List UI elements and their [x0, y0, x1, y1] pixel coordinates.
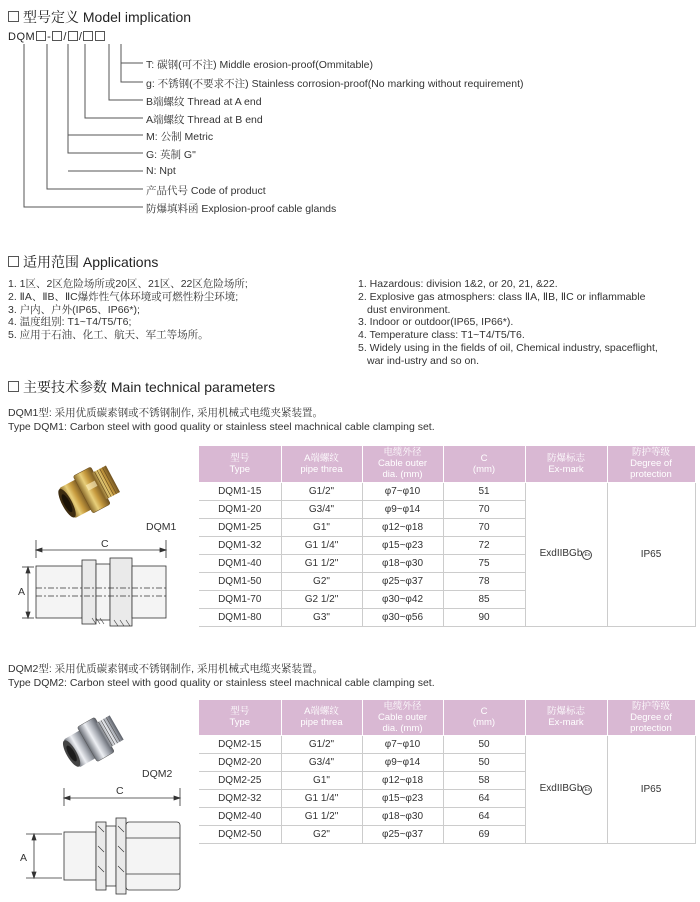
- header-line: Degree of: [630, 458, 672, 470]
- square-bullet-icon: [8, 381, 19, 392]
- table-cell: DQM2-50: [199, 825, 281, 843]
- ex-mark-cell: ExdIIBGb Ex: [525, 735, 607, 843]
- table-cell: G1 1/4": [281, 536, 362, 554]
- table-cell: G1 1/4": [281, 789, 362, 807]
- header-line: 防护等级: [631, 700, 670, 712]
- header-line: Degree of: [630, 711, 672, 723]
- header-line: Type: [229, 463, 251, 475]
- header-line: protection: [630, 722, 672, 734]
- applications-en-item: 4. Temperature class: T1~T4/T5/T6.: [358, 329, 525, 342]
- table-cell: 50: [443, 753, 525, 771]
- table-cell: φ25~φ37: [362, 572, 443, 590]
- table-cell: G2 1/2": [281, 590, 362, 608]
- table-cell: 50: [443, 735, 525, 753]
- table-cell: DQM1-50: [199, 572, 281, 590]
- header-line: C: [480, 706, 488, 718]
- table-cell: DQM2-40: [199, 807, 281, 825]
- legend-product-code: 产品代号 Code of product: [146, 185, 266, 197]
- dqm2-desc-cn: DQM2型: 采用优质碳素钢或不锈钢制作, 采用机械式电缆夹紧装置。: [8, 663, 324, 675]
- table-cell: 70: [443, 500, 525, 518]
- square-bullet-icon: [8, 256, 19, 267]
- table-cell: G3": [281, 608, 362, 626]
- table-cell: φ15~φ23: [362, 789, 443, 807]
- applications-cn-item: 5. 应用于石油、化工、航天、军工等场所。: [8, 329, 209, 342]
- dqm1-dimension-drawing: [20, 538, 192, 634]
- table-cell: 85: [443, 590, 525, 608]
- table-cell: G1/2": [281, 482, 362, 500]
- dqm2-label: DQM2: [142, 768, 173, 780]
- dqm1-label: DQM1: [146, 521, 177, 533]
- table-cell: φ18~φ30: [362, 807, 443, 825]
- table-cell: 90: [443, 608, 525, 626]
- dqm1-spec-table: [199, 446, 696, 627]
- ex-symbol-icon: Ex: [582, 550, 592, 560]
- table-cell: DQM1-15: [199, 482, 281, 500]
- applications-en-list: [358, 278, 658, 368]
- legend-carbon-steel: T: 碳钢(可不注) Middle erosion-proof(Ommitable): [146, 59, 373, 71]
- dqm1-product-photo: [44, 446, 136, 536]
- table-cell: G2": [281, 572, 362, 590]
- protection-cell: IP65: [607, 482, 695, 626]
- ex-mark-cell: ExdIIBGb Ex: [525, 482, 607, 626]
- applications-cn-item: 1. 1区、2区危险场所或20区、21区、22区危险场所;: [8, 278, 248, 290]
- table-cell: φ15~φ23: [362, 536, 443, 554]
- table-cell: G1 1/2": [281, 554, 362, 572]
- table-cell: φ18~φ30: [362, 554, 443, 572]
- applications-cn-item: 2. ⅡA、ⅡB、ⅡC爆炸性气体环境或可燃性粉尘环境;: [8, 290, 239, 303]
- header-line: 型号: [230, 706, 250, 718]
- table-cell: φ30~φ42: [362, 590, 443, 608]
- table-cell: 58: [443, 771, 525, 789]
- table-cell: 72: [443, 536, 525, 554]
- table-cell: G1 1/2": [281, 807, 362, 825]
- legend-cable-glands: 防爆填料函 Explosion-proof cable glands: [146, 203, 337, 215]
- table-cell: 51: [443, 482, 525, 500]
- table-cell: φ12~φ18: [362, 771, 443, 789]
- table-cell: φ9~φ14: [362, 753, 443, 771]
- dqm1-desc-en: Type DQM1: Carbon steel with good quality or stainless steel machnical cable clamping set.: [8, 421, 435, 433]
- header-c: [443, 700, 525, 735]
- dqm1-dim-c: C: [101, 538, 109, 550]
- protection-cell: IP65: [607, 735, 695, 843]
- header-line: Ex-mark: [548, 463, 584, 475]
- table-cell: G1": [281, 771, 362, 789]
- table-cell: G3/4": [281, 500, 362, 518]
- header-line: dia. (mm): [382, 722, 423, 734]
- dqm1-dim-a: A: [18, 586, 26, 598]
- technical-section-title: 主要技术参数 Main technical parameters: [8, 377, 275, 397]
- table-cell: DQM1-40: [199, 554, 281, 572]
- header-line: Cable outer: [377, 711, 428, 723]
- table-row: [199, 482, 695, 500]
- header-line: 型号: [230, 452, 250, 464]
- dqm2-dim-a: A: [20, 852, 28, 864]
- header-line: pipe threa: [300, 463, 343, 475]
- table-cell: DQM1-32: [199, 536, 281, 554]
- table-cell: 75: [443, 554, 525, 572]
- table-cell: φ7~φ10: [362, 482, 443, 500]
- header-ex-mark: [525, 700, 607, 735]
- legend-thread-a: A端螺纹 Thread at B end: [146, 114, 263, 126]
- table-row: [199, 735, 695, 753]
- table-cell: G3/4": [281, 753, 362, 771]
- legend-thread-b: B端螺纹 Thread at A end: [146, 96, 262, 108]
- header-line: A端螺纹: [304, 452, 339, 464]
- header-cable-dia: [362, 446, 443, 482]
- header-line: Ex-mark: [548, 717, 584, 729]
- legend-npt: N: Npt: [146, 165, 176, 177]
- applications-cn-list: [8, 278, 248, 342]
- table-cell: φ7~φ10: [362, 735, 443, 753]
- header-line: C: [480, 452, 488, 464]
- applications-en-item: 2. Explosive gas atmosphers: class ⅡA, ⅡB, ⅡC or inflammable: [358, 290, 646, 303]
- model-code: DQM - / /: [8, 31, 106, 43]
- header-ex-mark: [525, 446, 607, 482]
- header-c: [443, 446, 525, 482]
- table-cell: DQM2-20: [199, 753, 281, 771]
- table-cell: DQM1-20: [199, 500, 281, 518]
- applications-en-item: 1. Hazardous: division 1&2, or 20, 21, &22.: [358, 278, 558, 290]
- table-cell: G1": [281, 518, 362, 536]
- table-cell: 69: [443, 825, 525, 843]
- dqm2-product-photo: [50, 700, 140, 780]
- header-line: A端螺纹: [304, 706, 339, 718]
- dqm2-desc-en: Type DQM2: Carbon steel with good quality or stainless steel machnical cable clamping set.: [8, 677, 435, 689]
- header-line: (mm): [472, 463, 496, 475]
- table-cell: DQM1-25: [199, 518, 281, 536]
- applications-en-item: war ind-ustry and so on.: [367, 354, 480, 367]
- header-pipe-thread: [281, 700, 362, 735]
- dqm2-dim-c: C: [116, 785, 124, 797]
- header-line: 防爆标志: [546, 706, 585, 718]
- header-line: Type: [229, 717, 251, 729]
- applications-cn-item: 4. 温度组别: T1~T4/T5/T6;: [8, 316, 132, 329]
- applications-en-item: dust environment.: [367, 303, 451, 316]
- applications-section-title: 适用范围 Applications: [8, 252, 158, 272]
- applications-en-item: 5. Widely using in the fields of oil, Chemical industry, spaceflight,: [358, 341, 658, 354]
- header-line: 电缆外径: [383, 447, 422, 459]
- table-cell: DQM1-80: [199, 608, 281, 626]
- applications-en-item: 3. Indoor or outdoor(IP65, IP66*).: [358, 316, 514, 329]
- header-line: Cable outer: [377, 458, 428, 470]
- ex-symbol-icon: Ex: [582, 785, 592, 795]
- table-cell: φ9~φ14: [362, 500, 443, 518]
- legend-g: G: 英制 G": [146, 149, 196, 161]
- dqm1-desc-cn: DQM1型: 采用优质碳素钢或不锈钢制作, 采用机械式电缆夹紧装置。: [8, 407, 324, 419]
- header-line: pipe threa: [300, 717, 343, 729]
- table-cell: 78: [443, 572, 525, 590]
- header-protection: [607, 446, 695, 482]
- header-type: [199, 700, 281, 735]
- table-cell: DQM2-25: [199, 771, 281, 789]
- dqm2-dimension-drawing: [24, 786, 194, 898]
- header-line: dia. (mm): [382, 469, 423, 481]
- header-line: 防护等级: [631, 447, 670, 459]
- table-cell: G1/2": [281, 735, 362, 753]
- header-line: 电缆外径: [383, 700, 422, 712]
- table-cell: 64: [443, 807, 525, 825]
- table-cell: φ12~φ18: [362, 518, 443, 536]
- table-cell: φ30~φ56: [362, 608, 443, 626]
- table-cell: DQM1-70: [199, 590, 281, 608]
- header-type: [199, 446, 281, 482]
- header-pipe-thread: [281, 446, 362, 482]
- header-protection: [607, 700, 695, 735]
- header-line: 防爆标志: [546, 452, 585, 464]
- table-cell: 70: [443, 518, 525, 536]
- dqm2-spec-table: [199, 700, 696, 844]
- model-tree-lines: [0, 0, 160, 220]
- table-cell: DQM2-32: [199, 789, 281, 807]
- header-line: protection: [630, 469, 672, 481]
- table-cell: DQM2-15: [199, 735, 281, 753]
- header-cable-dia: [362, 700, 443, 735]
- table-cell: G2": [281, 825, 362, 843]
- table-cell: φ25~φ37: [362, 825, 443, 843]
- legend-metric: M: 公制 Metric: [146, 131, 214, 143]
- table-cell: 64: [443, 789, 525, 807]
- model-section-title: 型号定义 Model implication: [8, 7, 191, 27]
- header-line: (mm): [472, 717, 496, 729]
- legend-stainless-steel: g: 不锈钢(不要求不注) Stainless corrosion-proof(No marking without requirement): [146, 78, 524, 90]
- applications-cn-item: 3. 户内、户外(IP65、IP66*);: [8, 303, 140, 316]
